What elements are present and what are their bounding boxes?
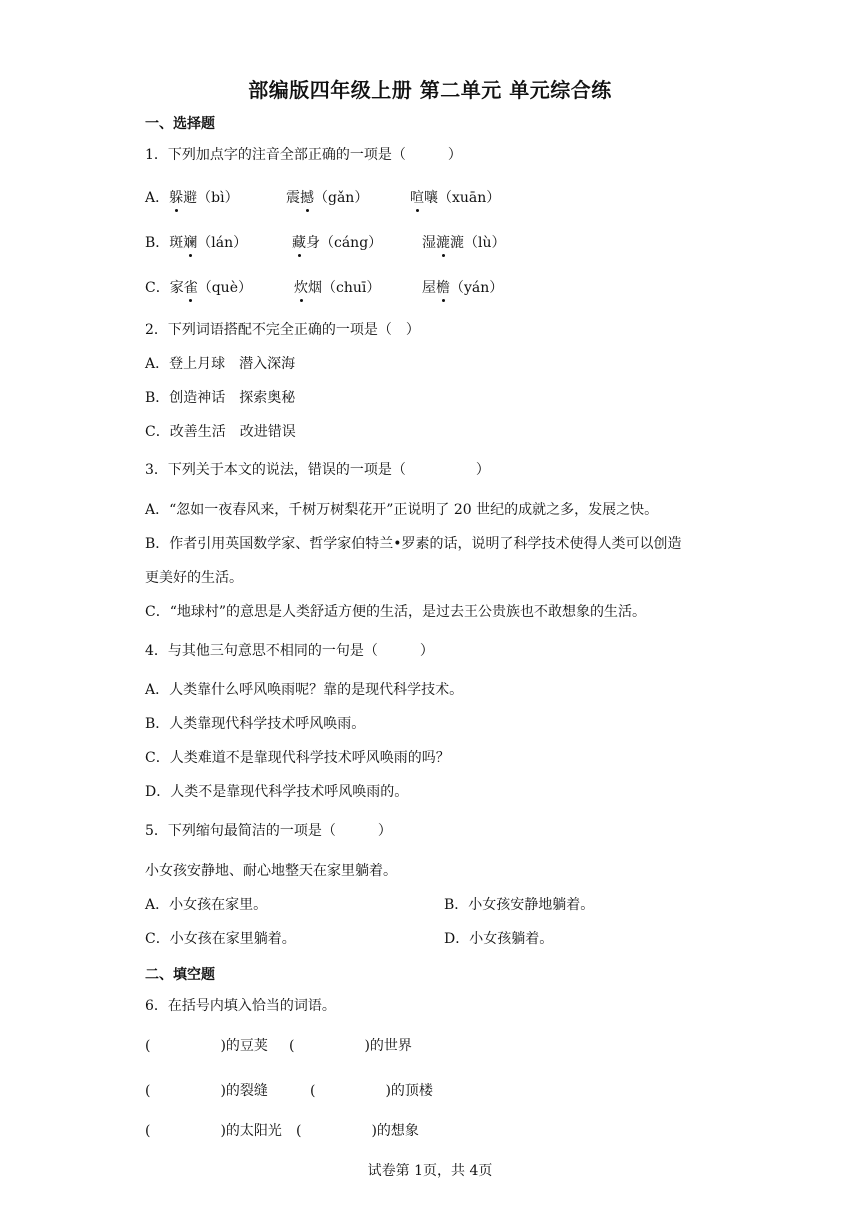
question-1-stem: 1．下列加点字的注音全部正确的一项是（ ） <box>145 147 462 163</box>
q1-option-a-item-1: A．躲避（bì） <box>145 190 239 206</box>
q5-option-a: A．小女孩在家里。 <box>145 897 268 913</box>
q4-option-d: D．人类不是靠现代科学技术呼风唤雨的。 <box>145 784 409 800</box>
q2-option-c: C．改善生活 改进错误 <box>145 424 296 440</box>
emphasis-dot-char: 雀 <box>183 280 198 296</box>
emphasis-dot-char: 檐 <box>436 280 450 296</box>
q6-blank-1[interactable]: ( )的豆荚 <box>145 1038 268 1054</box>
page-footer: 试卷第 1页，共 4页 <box>367 1163 493 1179</box>
q1-option-c-item-1: C．家雀（què） <box>145 280 252 296</box>
q1-option-c-item-3: 屋檐（yán） <box>422 280 504 296</box>
question-4-stem: 4．与其他三句意思不相同的一句是（ ） <box>145 643 434 659</box>
q1-option-b-item-1: B．斑斓（lán） <box>145 235 248 251</box>
q4-option-b: B．人类靠现代科学技术呼风唤雨。 <box>145 716 366 732</box>
q3-option-b-line-2: 更美好的生活。 <box>145 570 243 586</box>
q6-blank-5[interactable]: ( )的太阳光 <box>145 1123 282 1139</box>
q2-option-b: B．创造神话 探索奥秘 <box>145 390 296 406</box>
q5-option-c: C．小女孩在家里躺着。 <box>145 931 296 947</box>
section-heading-fill: 二、填空题 <box>145 967 215 983</box>
emphasis-dot-char: 炊 <box>294 280 308 296</box>
emphasis-dot-char: 漉 <box>436 235 450 251</box>
q1-option-a-item-2: 震撼（gǎn） <box>286 190 369 206</box>
q6-blank-4[interactable]: ( )的顶楼 <box>310 1083 433 1099</box>
question-2-stem: 2．下列词语搭配不完全正确的一项是（ ） <box>145 322 420 338</box>
q6-blank-3[interactable]: ( )的裂缝 <box>145 1083 268 1099</box>
emphasis-dot-char: 喧 <box>410 190 424 206</box>
q3-option-b-line-1: B．作者引用英国数学家、哲学家伯特兰•罗素的话，说明了科学技术使得人类可以创造 <box>145 536 682 552</box>
emphasis-dot-char: 躲 <box>169 190 184 206</box>
q6-blank-2[interactable]: ( )的世界 <box>289 1038 412 1054</box>
section-heading-choice: 一、选择题 <box>145 116 215 132</box>
q5-option-b: B．小女孩安静地躺着。 <box>444 897 595 913</box>
q1-option-b-item-2: 藏身（cáng） <box>292 235 383 251</box>
q5-option-d: D．小女孩躺着。 <box>444 931 554 947</box>
q1-option-a-item-3: 喧嚷（xuān） <box>410 190 501 206</box>
emphasis-dot-char: 斓 <box>183 235 198 251</box>
emphasis-dot-char: 撼 <box>300 190 314 206</box>
q1-option-b-item-3: 湿漉漉（lù） <box>422 235 506 251</box>
question-3-stem: 3．下列关于本文的说法，错误的一项是（ ） <box>145 462 490 478</box>
q3-option-c: C．“地球村”的意思是人类舒适方便的生活，是过去王公贵族也不敢想象的生活。 <box>145 604 647 620</box>
q5-sentence: 小女孩安静地、耐心地整天在家里躺着。 <box>145 863 397 879</box>
question-6-stem: 6．在括号内填入恰当的词语。 <box>145 998 336 1014</box>
question-5-stem: 5．下列缩句最简洁的一项是（ ） <box>145 823 392 839</box>
q3-option-a: A．“忽如一夜春风来，千树万树梨花开”正说明了 20 世纪的成就之多，发展之快。 <box>145 502 659 518</box>
page-title: 部编版四年级上册 第二单元 单元综合练 <box>248 78 612 102</box>
emphasis-dot-char: 藏 <box>292 235 306 251</box>
q6-blank-6[interactable]: ( )的想象 <box>296 1123 419 1139</box>
q4-option-c: C．人类难道不是靠现代科学技术呼风唤雨的吗？ <box>145 750 450 766</box>
q1-option-c-item-2: 炊烟（chuī） <box>294 280 381 296</box>
q2-option-a: A．登上月球 潜入深海 <box>145 356 296 372</box>
q4-option-a: A．人类靠什么呼风唤雨呢？靠的是现代科学技术。 <box>145 682 464 698</box>
